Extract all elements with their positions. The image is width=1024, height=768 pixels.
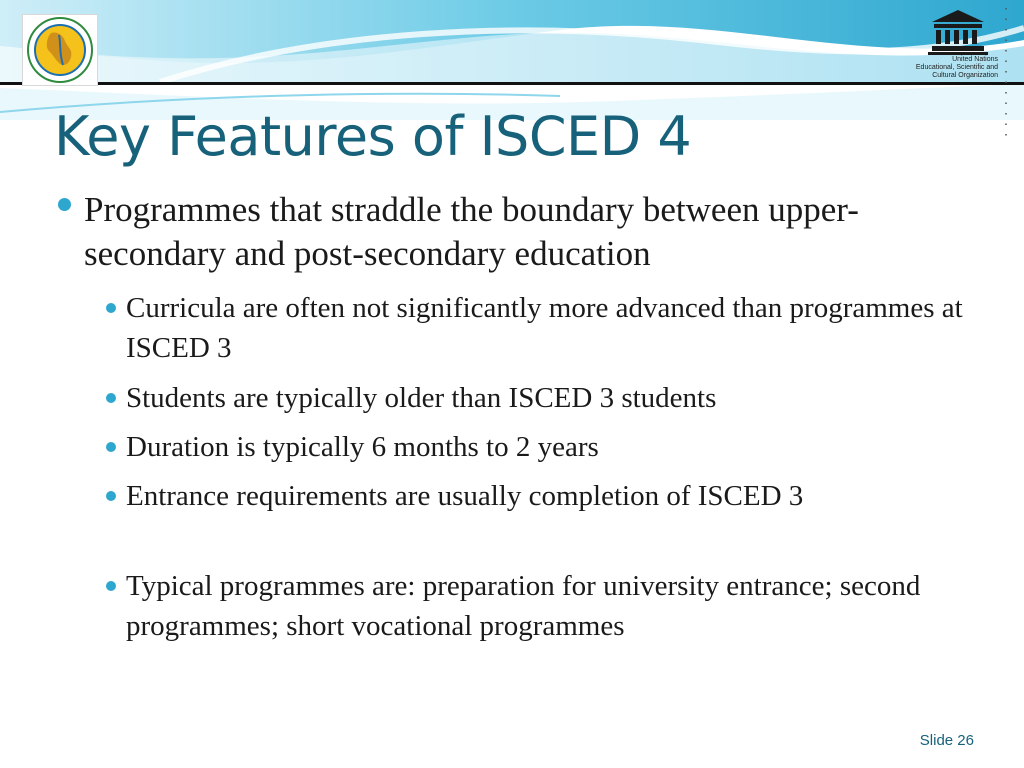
sub-bullet-point: Duration is typically 6 months to 2 years — [126, 431, 599, 463]
bullet-icon — [58, 198, 71, 211]
bullet-icon — [106, 442, 116, 452]
sub-bullet-point: Curricula are often not significantly more advanced than programmes at ISCED 3 — [126, 292, 963, 364]
slide-title: Key Features of ISCED 4 — [54, 105, 692, 168]
slide-number: Slide 26 — [919, 732, 974, 749]
sub-bullet-point: Typical programmes are: preparation for university entrance; second programmes; short vocational programmes — [126, 570, 921, 642]
bullet-icon — [106, 393, 116, 403]
sub-bullet-point: Students are typically older than ISCED 3 students — [126, 382, 717, 414]
unesco-caption-line: United Nations — [952, 56, 998, 63]
bullet-icon — [106, 303, 116, 313]
bullet-icon — [106, 491, 116, 501]
sub-bullet-point: Entrance requirements are usually completion of ISCED 3 — [126, 480, 804, 512]
unesco-caption-line: Cultural Organization — [932, 72, 998, 79]
bullet-icon — [106, 581, 116, 591]
unesco-caption-line: Educational, Scientific and — [915, 64, 998, 71]
bullet-point: Programmes that straddle the boundary between upper-secondary and post-secondary education — [84, 190, 859, 273]
